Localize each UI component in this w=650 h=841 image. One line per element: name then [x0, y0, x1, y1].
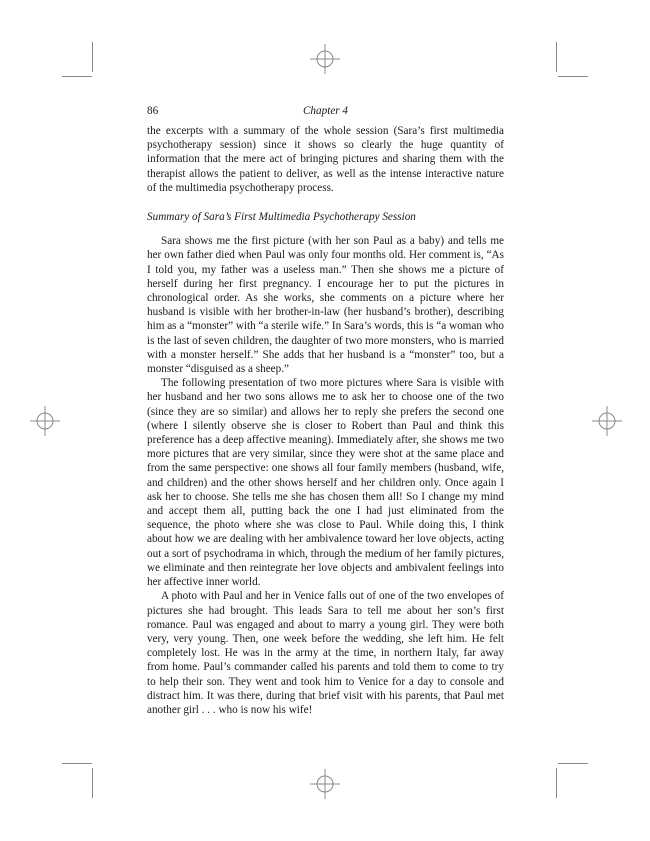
intro-paragraph: the excerpts with a summary of the whole session (Sara’s first multimedia psychotherapy session) since it shows so clearly the huge quantity of information that the mere act of bringing pictures and sharing them with the therapist allows the patient to deliver, as well as the intense interactive nature of the multimedia psychotherapy process.	[147, 125, 504, 194]
crop-mark	[62, 76, 92, 77]
body-paragraph: A photo with Paul and her in Venice falls out of one of the two envelopes of pictures she had brought. This leads Sara to tell me about her son’s first romance. Paul was engaged and about to marry a young girl. They were both very, very young. Then, one week before the wedding, she left him. He felt completely lost. He was in the army at the time, in northern Italy, far away from home. Paul’s commander called his parents and told them to come to try to help their son. They went and took him to Venice for a day to console and distract him. It was there, during that brief visit with his parents, that Paul met another girl . . . who is now his wife!	[147, 590, 504, 716]
body-paragraph: The following presentation of two more pictures where Sara is visible with her husband and her two sons allows me to ask her to choose one of the two (since they are so similar) and allows her to reply she prefers the second one (where I silently observe she is closer to Robert than Paul and think this preference has a deep affective meaning). Immediately after, she shows me two more pictures that are very similar, since they were shot at the same place and from the same perspective: one shows all four family members (husband, wife, and children) and the other shows herself and her children only. Once again I ask her to choose. She tells me she has chosen them all! So I change my mind and accept them all, putting back the one I had just eliminated from the sequence, the photo where she was close to Paul. While doing this, I think about how we are dealing with her ambivalence toward her love objects, acting out a sort of psychodrama in which, through the medium of her family pictures, we eliminate and then reintegrate her love objects and ambivalent feelings into her affective inner world.	[147, 377, 504, 589]
registration-mark-icon	[310, 44, 340, 74]
crop-mark	[92, 42, 93, 72]
body-paragraph: Sara shows me the first picture (with her son Paul as a baby) and tells me her own father died when Paul was only four months old. Her comment is, “As I told you, my father was a useless man.” Then she shows me a picture of herself during her first pregnancy. I encourage her to put the pictures in chronological order. As she works, she comments on a picture where her husband is visible with her brother-in-law (her husband’s brother), describing him as a “monster” with “a sterile wife.” In Sara’s words, this is “a woman who is the last of seven children, the daughter of two more monsters, who is married with a monster herself.” She adds that her husband is a “monster” too, but a monster “disguised as a sheep.”	[147, 235, 504, 376]
crop-mark	[556, 42, 557, 72]
crop-mark	[558, 76, 588, 77]
crop-mark	[92, 768, 93, 798]
page-number: 86	[147, 105, 159, 117]
registration-mark-icon	[310, 769, 340, 799]
crop-mark	[558, 763, 588, 764]
section-title: Summary of Sara’s First Multimedia Psychotherapy Session	[147, 211, 416, 224]
running-header	[147, 104, 504, 124]
page-content	[147, 104, 504, 717]
registration-mark-icon	[30, 406, 60, 436]
crop-mark	[62, 763, 92, 764]
registration-mark-icon	[592, 406, 622, 436]
crop-mark	[556, 768, 557, 798]
chapter-title: Chapter 4	[302, 105, 349, 117]
